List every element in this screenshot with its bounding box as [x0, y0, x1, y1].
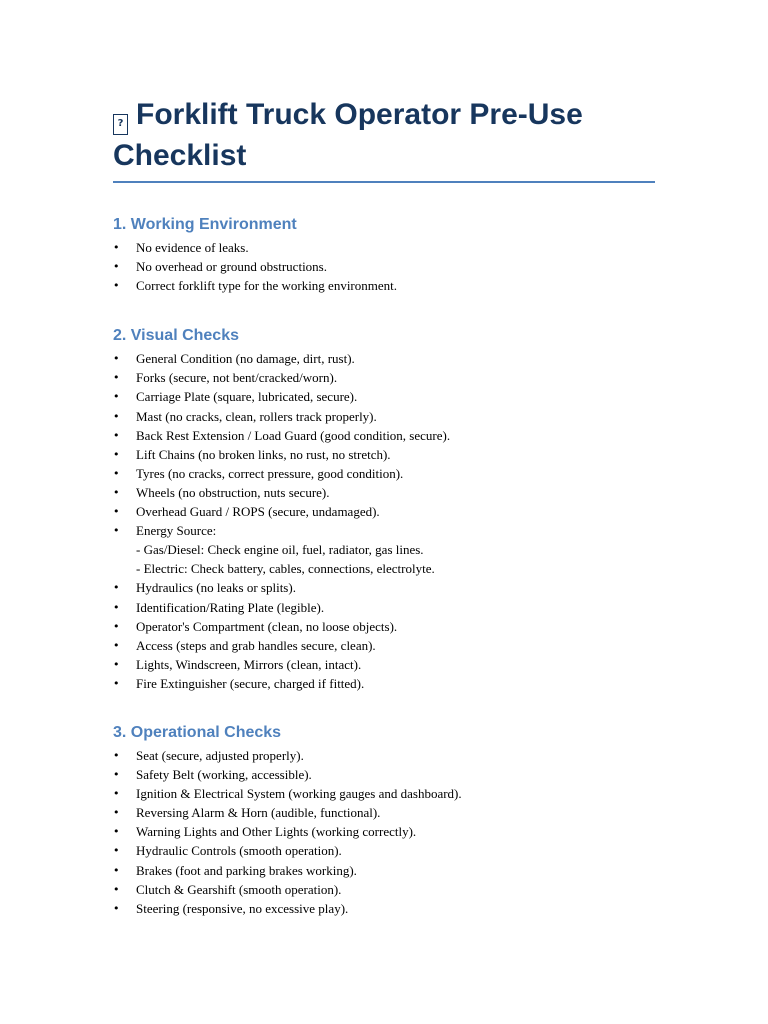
list-item-text: Mast (no cracks, clean, rollers track properly). — [136, 408, 377, 424]
bullet: • — [113, 447, 120, 461]
list-item-text: Seat (secure, adjusted properly). — [136, 747, 304, 763]
working-environment-list — [113, 238, 768, 295]
bullet: • — [113, 428, 120, 442]
list-item-text: Energy Source: — [136, 523, 217, 539]
list-item-text: Carriage Plate (square, lubricated, secure). — [136, 389, 358, 405]
bullet: • — [113, 371, 120, 385]
energy-subline-electric: - Electric: Check battery, cables, connections, electrolyte. — [136, 561, 435, 577]
list-item-text: Back Rest Extension / Load Guard (good condition, secure). — [136, 427, 451, 443]
list-item — [113, 426, 768, 445]
page-title — [113, 94, 655, 176]
bullet: • — [113, 466, 120, 480]
bullet: • — [113, 279, 120, 293]
bullet: • — [113, 390, 120, 404]
list-item — [113, 861, 768, 880]
section-heading-operational-checks: 3. Operational Checks — [113, 723, 282, 741]
bullet: • — [113, 863, 120, 877]
bullet: • — [113, 787, 120, 801]
list-item-text: Operator's Compartment (clean, no loose objects). — [136, 618, 398, 634]
missing-glyph-icon: ? — [113, 114, 128, 135]
bullet: • — [113, 581, 120, 595]
list-item — [113, 784, 768, 803]
list-item — [113, 655, 768, 674]
list-item-text: Identification/Rating Plate (legible). — [136, 599, 325, 615]
bullet: • — [113, 241, 120, 254]
bullet: • — [113, 619, 120, 633]
bullet: • — [113, 901, 120, 915]
list-item — [113, 521, 768, 578]
list-item-text: No overhead or ground obstructions. — [136, 259, 327, 275]
list-item — [113, 257, 768, 276]
bullet: • — [113, 825, 120, 839]
list-item — [113, 899, 768, 918]
section-heading-visual-checks: 2. Visual Checks — [113, 327, 239, 345]
list-item — [113, 636, 768, 655]
bullet: • — [113, 676, 120, 690]
list-item — [113, 803, 768, 822]
energy-subline-gas-diesel: - Gas/Diesel: Check engine oil, fuel, radiator, gas lines. — [136, 542, 424, 558]
list-item-text: Access (steps and grab handles secure, clean). — [136, 637, 376, 653]
bullet: • — [113, 882, 120, 896]
list-item-text: General Condition (no damage, dirt, rust). — [136, 351, 355, 367]
list-item-text: Reversing Alarm & Horn (audible, functional). — [136, 805, 381, 821]
list-item-text: Safety Belt (working, accessible). — [136, 767, 312, 783]
list-item-text: No evidence of leaks. — [136, 240, 249, 255]
bullet: • — [113, 806, 120, 820]
list-item — [113, 464, 768, 483]
list-item — [113, 349, 768, 368]
list-item — [113, 502, 768, 521]
list-item — [113, 746, 768, 765]
list-item-text: Correct forklift type for the working environment. — [136, 278, 398, 294]
list-item-text: Hydraulic Controls (smooth operation). — [136, 843, 342, 859]
list-item — [113, 276, 768, 295]
title-underline — [113, 181, 655, 183]
list-item-text: Fire Extinguisher (secure, charged if fitted). — [136, 675, 365, 691]
bullet: • — [113, 768, 120, 782]
list-item-text: Forks (secure, not bent/cracked/worn). — [136, 370, 338, 386]
bullet: • — [113, 657, 120, 671]
list-item — [113, 880, 768, 899]
bullet: • — [113, 844, 120, 858]
list-item — [113, 407, 768, 426]
bullet: • — [113, 260, 120, 274]
bullet: • — [113, 485, 120, 499]
bullet: • — [113, 748, 120, 762]
bullet: • — [113, 409, 120, 423]
list-item-text: Hydraulics (no leaks or splits). — [136, 580, 296, 596]
bullet: • — [113, 638, 120, 652]
list-item-text: Tyres (no cracks, correct pressure, good condition). — [136, 465, 404, 481]
section-heading-working-environment: 1. Working Environment — [113, 216, 297, 233]
list-item — [113, 598, 768, 617]
operational-checks-list — [113, 746, 768, 918]
list-item-text: Clutch & Gearshift (smooth operation). — [136, 881, 342, 897]
list-item-text: Wheels (no obstruction, nuts secure). — [136, 484, 330, 500]
list-item-text: Lift Chains (no broken links, no rust, no stretch). — [136, 446, 391, 462]
page-title-text: Forklift Truck Operator Pre-Use Checklist — [113, 98, 583, 172]
bullet: • — [113, 505, 120, 519]
list-item-text: Warning Lights and Other Lights (working correctly). — [136, 824, 417, 840]
bullet: • — [113, 352, 120, 366]
list-item — [113, 822, 768, 841]
list-item — [113, 765, 768, 784]
list-item-text: Lights, Windscreen, Mirrors (clean, intact). — [136, 656, 362, 672]
list-item-text: Overhead Guard / ROPS (secure, undamaged). — [136, 504, 380, 520]
list-item — [113, 617, 768, 636]
list-item — [113, 445, 768, 464]
list-item-text: Brakes (foot and parking brakes working). — [136, 862, 357, 878]
list-item — [113, 368, 768, 387]
list-item — [113, 578, 768, 597]
list-item-text: Steering (responsive, no excessive play). — [136, 900, 349, 916]
bullet: • — [113, 524, 120, 538]
visual-checks-list — [113, 349, 768, 693]
list-item — [113, 238, 768, 257]
bullet: • — [113, 600, 120, 614]
list-item — [113, 483, 768, 502]
list-item — [113, 841, 768, 860]
list-item — [113, 387, 768, 406]
list-item — [113, 674, 768, 693]
list-item-text: Ignition & Electrical System (working gauges and dashboard). — [136, 786, 462, 802]
